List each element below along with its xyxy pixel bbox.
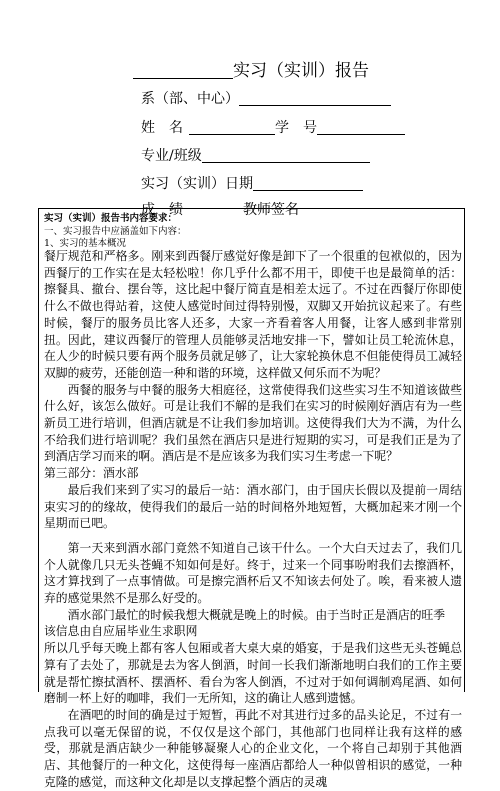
dept-label: 系（部、中心） — [141, 91, 239, 107]
report-body — [44, 248, 462, 791]
body-paragraph: 餐厅规范和严格多。刚来到西餐厅感觉好像是卸下了一个很重的包袱似的，因为西餐厅的工作实在是太轻松啦！你几乎什么都不用干，即使干也是最简单的活：擦餐具、撤台、摆台等，这比起中餐厅简直是相差太远了。不过在西餐厅你即使什么不做也得站着，这使人感觉时间过得特别慢，双脚又开始抗议起来了。有些时候，餐厅的服务员比客人还多，大家一齐看着客人用餐，让客人感到非常别扭。因此，建议西餐厅的管理人员能够灵活地安排一下，譬如让员工轮流休息，在人少的时候只要有两个服务员就足够了，让大家轮换休息不但能使得员工减轻双脚的疲劳，还能创造一种和谐的环境，这样做又何乐而不为呢？ — [44, 249, 462, 380]
name-id-field — [141, 117, 405, 137]
id-label: 学 号 — [275, 120, 317, 136]
title-blank-line — [133, 61, 233, 79]
watermark-note: 该信息由自应届毕业生求职网 — [44, 624, 198, 639]
body-paragraph: 西餐的服务与中餐的服务大相庭径，这常使得我们这些实习生不知道该做些什么好，该怎么做好。可是让我们不解的是我们在实习的时候刚好酒店有为一些新员工进行培训，但酒店就是不让我们参加培训。这使得我们大为不满，为什么不给我们进行培训呢？我们虽然在酒店只是进行短期的实习，可是我们正是为了到酒店学习而来的啊。酒店是不是应该多为我们实习生考虑一下呢？ — [44, 382, 462, 464]
name-label: 姓 名 — [141, 120, 183, 136]
major-label: 专业/班级 — [141, 148, 202, 164]
body-paragraph: 第一天来到酒水部门竟然不知道自己该干什么。一个大白天过去了，我们几个人就像几只无头苍蝇不知如何是好。终于，过来一个同事吩咐我们去擦酒杯，这才算找到了一点事情做。可是擦完酒杯后又不知该去何处了。唉，看来被人遗弃的感觉果然不是那么好受的。 — [44, 540, 462, 606]
date-field — [141, 173, 363, 193]
dept-field — [141, 88, 391, 108]
grade-label: 成 绩 — [141, 202, 183, 218]
requirements-line-2: 1、实习的基本概况 — [44, 238, 127, 249]
report-title-row — [133, 56, 369, 81]
date-label: 实习（实训）日期 — [141, 176, 253, 192]
name-blank-line — [189, 120, 275, 135]
id-blank-line — [317, 120, 405, 135]
major-field — [141, 145, 370, 165]
requirements-heading: 实习（实训）报告书内容要求： — [44, 213, 178, 224]
body-paragraph: 酒水部门最忙的时候我想大概就是晚上的时候。由于当时正是酒店的旺季 — [67, 607, 446, 622]
body-paragraph: 最后我们来到了实习的最后一站：酒水部门，由于国庆长假以及提前一周结束实习的的缘故，使得我们的最后一站的时间格外地短暂，大概加起来才刚一个星期而已吧。 — [44, 482, 462, 531]
body-paragraph: 在酒吧的时间的确是过于短暂，再此不对其进行过多的品头论足，不过有一点我可以毫无保留的说，不仅仅是这个部门，其他部门也同样让我有这样的感受，那就是酒店缺少一种能够凝聚人心的企业文化，一个将自己却别于其他酒店、其他餐厅的一种文化，这使得每一座酒店都给人一种似曾相识的感觉，一种克隆的感觉，而这种文化却是以支撑起整个酒店的灵魂 — [44, 707, 462, 789]
dept-blank-line — [239, 91, 391, 106]
cover-section — [0, 0, 500, 218]
report-title: 实习（实训）报告 — [233, 61, 369, 81]
requirements-block — [39, 209, 464, 249]
teacher-label: 教师签名 — [243, 202, 299, 218]
date-blank-line — [253, 176, 363, 191]
section-heading: 第三部分：酒水部 — [44, 466, 139, 481]
major-blank-line — [202, 148, 370, 163]
body-paragraph: 所以几乎每天晚上都有客人包厢或者大桌大桌的婚宴，于是我们这些无头苍蝇总算有了去处了，那就是去为客人倒酒，时间一长我们渐渐地明白我们的工作主要就是帮忙擦拭酒杯、摆酒杯、看台为客人倒酒，不过对于如何调制鸡尾酒、如何磨制一杯上好的咖啡，我们一无所知，这的确让人感到遗憾。 — [44, 641, 462, 706]
requirements-line-1: 一、实习报告中应涵盖如下内容： — [44, 226, 187, 237]
